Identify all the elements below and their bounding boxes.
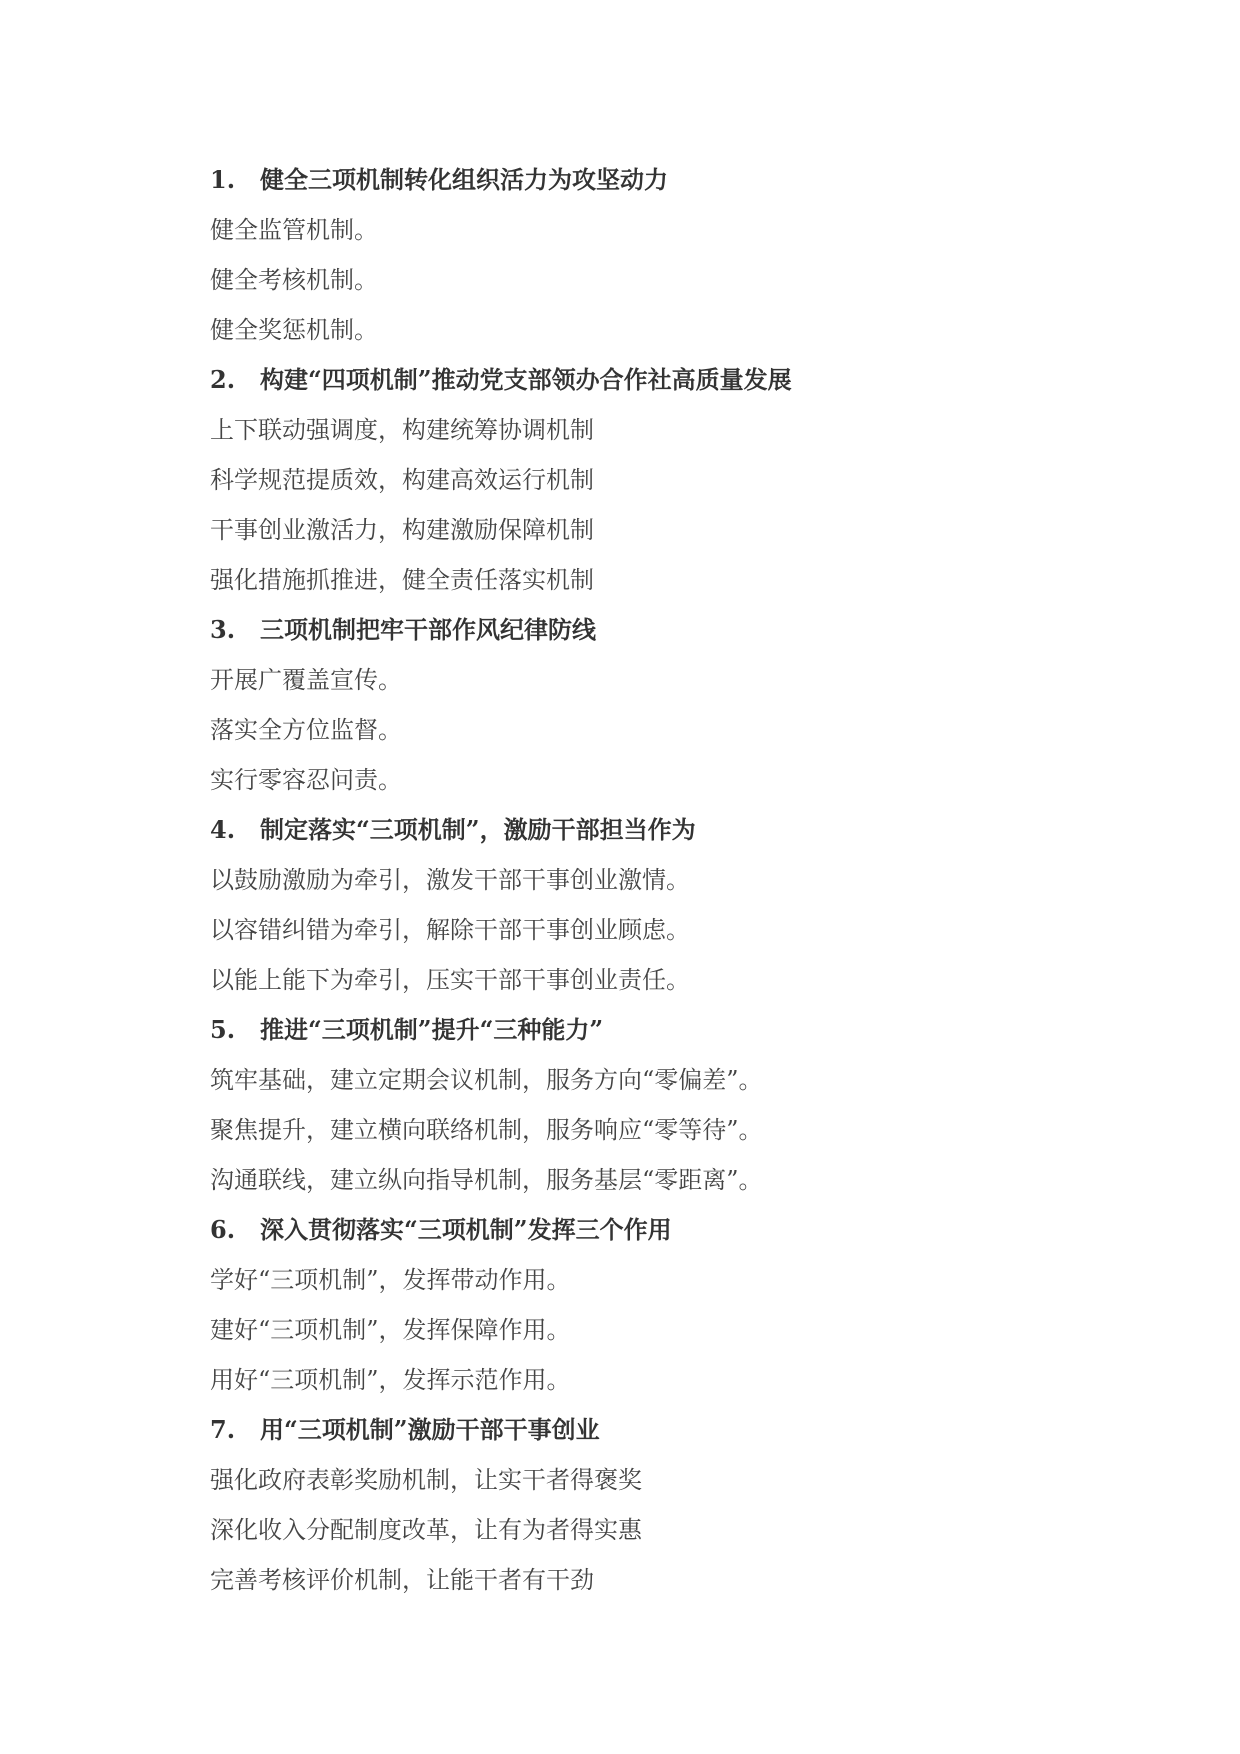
list-item: 以能上能下为牵引，压实干部干事创业责任。 (210, 966, 690, 994)
section-heading-3 (210, 605, 1110, 655)
section-number: 6. (210, 1215, 236, 1244)
list-item: 完善考核评价机制，让能干者有干劲 (210, 1566, 594, 1594)
list-item: 实行零容忍问责。 (210, 766, 402, 794)
section-number: 4. (210, 815, 236, 844)
list-item: 学好“三项机制”，发挥带动作用。 (210, 1266, 571, 1294)
list-item: 聚焦提升，建立横向联络机制，服务响应“零等待”。 (210, 1116, 763, 1144)
section-title: 三项机制把牢干部作风纪律防线 (260, 615, 596, 644)
section-title: 推进“三项机制”提升“三种能力” (260, 1015, 604, 1044)
list-item: 深化收入分配制度改革，让有为者得实惠 (210, 1516, 642, 1544)
list-item: 以鼓励激励为牵引，激发干部干事创业激情。 (210, 866, 690, 894)
list-item: 以容错纠错为牵引，解除干部干事创业顾虑。 (210, 916, 690, 944)
document-content (210, 155, 1110, 1605)
list-item: 强化政府表彰奖励机制，让实干者得褒奖 (210, 1466, 642, 1494)
section-number: 2. (210, 365, 236, 394)
list-item: 沟通联线，建立纵向指导机制，服务基层“零距离”。 (210, 1166, 763, 1194)
list-item: 强化措施抓推进，健全责任落实机制 (210, 566, 594, 594)
section-number: 7. (210, 1415, 236, 1444)
section-title: 构建“四项机制”推动党支部领办合作社高质量发展 (260, 365, 792, 394)
section-heading-6 (210, 1205, 1110, 1255)
section-heading-5 (210, 1005, 1110, 1055)
section-title: 用“三项机制”激励干部干事创业 (260, 1415, 600, 1444)
list-item: 落实全方位监督。 (210, 716, 402, 744)
list-item: 科学规范提质效，构建高效运行机制 (210, 466, 594, 494)
list-item: 开展广覆盖宣传。 (210, 666, 402, 694)
section-number: 5. (210, 1015, 236, 1044)
list-item: 健全奖惩机制。 (210, 316, 378, 344)
section-title: 制定落实“三项机制”，激励干部担当作为 (260, 815, 696, 844)
section-title: 健全三项机制转化组织活力为攻坚动力 (260, 165, 668, 194)
section-title: 深入贯彻落实“三项机制”发挥三个作用 (260, 1215, 672, 1244)
list-item: 健全考核机制。 (210, 266, 378, 294)
list-item: 筑牢基础，建立定期会议机制，服务方向“零偏差”。 (210, 1066, 763, 1094)
section-number: 1. (210, 165, 236, 194)
list-item: 用好“三项机制”，发挥示范作用。 (210, 1366, 571, 1394)
list-item: 干事创业激活力，构建激励保障机制 (210, 516, 594, 544)
section-number: 3. (210, 615, 236, 644)
list-item: 建好“三项机制”，发挥保障作用。 (210, 1316, 571, 1344)
list-item: 上下联动强调度，构建统筹协调机制 (210, 416, 594, 444)
section-heading-7 (210, 1405, 1110, 1455)
list-item: 健全监管机制。 (210, 216, 378, 244)
section-heading-4 (210, 805, 1110, 855)
section-heading-2 (210, 355, 1110, 405)
section-heading-1 (210, 155, 1110, 205)
